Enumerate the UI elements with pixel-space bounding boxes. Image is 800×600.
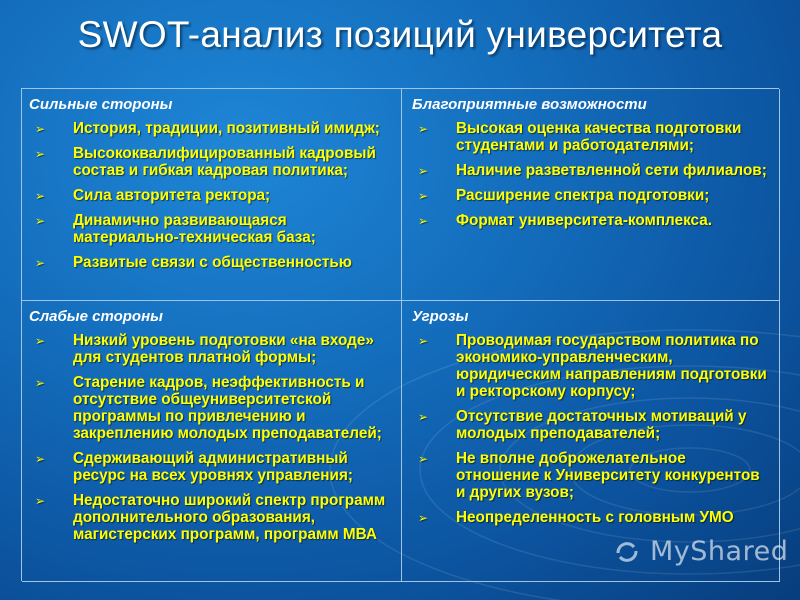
watermark-text: MyShared (650, 536, 789, 567)
arrow-bullet-icon: ➢ (35, 452, 46, 466)
arrow-bullet-icon: ➢ (35, 376, 46, 390)
weaknesses-list (29, 332, 395, 543)
list-item-text: Проводимая государством политика по экономико-управленческим, юридическим направлениям подготовки и ректорскому корпусу; (456, 332, 767, 400)
list-item (412, 332, 773, 400)
list-item-text: Высокая оценка качества подготовки студентами и работодателями; (456, 120, 742, 154)
arrow-bullet-icon: ➢ (35, 214, 46, 228)
arrow-bullet-icon: ➢ (418, 189, 429, 203)
opportunities-heading: Благоприятные возможности (412, 96, 647, 113)
list-item-text: Наличие разветвленной сети филиалов; (456, 162, 767, 179)
list-item (412, 509, 773, 526)
arrow-bullet-icon: ➢ (35, 334, 46, 348)
list-item (29, 254, 395, 271)
list-item-text: Расширение спектра подготовки; (456, 187, 710, 204)
list-item (29, 212, 395, 246)
list-item-text: Формат университета-комплекса. (456, 212, 712, 229)
list-item (412, 408, 773, 442)
arrow-bullet-icon: ➢ (35, 147, 46, 161)
arrow-bullet-icon: ➢ (418, 214, 429, 228)
list-item (29, 492, 395, 543)
list-item-text: Недостаточно широкий спектр программ дополнительного образования, магистерских программ, программ МВА (73, 492, 386, 543)
threats-heading: Угрозы (412, 308, 469, 325)
arrow-bullet-icon: ➢ (418, 511, 429, 525)
list-item (29, 120, 395, 137)
myshared-watermark (612, 536, 788, 567)
strengths-list (29, 120, 395, 271)
opportunities-list (412, 120, 773, 229)
list-item-text: Низкий уровень подготовки «на входе» для студентов платной формы; (73, 332, 374, 366)
list-item (412, 212, 773, 229)
list-item-text: Динамично развивающаяся материально-техническая база; (73, 212, 316, 246)
strengths-cell (22, 89, 402, 301)
list-item-text: Неопределенность с головным УМО (456, 509, 734, 526)
arrow-bullet-icon: ➢ (418, 334, 429, 348)
list-item-text: Не вполне доброжелательное отношение к Университету конкурентов и других вузов; (456, 450, 760, 501)
strengths-heading: Сильные стороны (29, 96, 173, 113)
list-item (412, 450, 773, 501)
list-item (412, 162, 773, 179)
arrow-bullet-icon: ➢ (35, 122, 46, 136)
arrow-bullet-icon: ➢ (35, 494, 46, 508)
list-item (29, 187, 395, 204)
myshared-logo-icon (612, 537, 642, 567)
weaknesses-cell (22, 301, 402, 582)
arrow-bullet-icon: ➢ (418, 452, 429, 466)
list-item (412, 120, 773, 154)
weaknesses-heading: Слабые стороны (29, 308, 163, 325)
arrow-bullet-icon: ➢ (35, 256, 46, 270)
arrow-bullet-icon: ➢ (418, 410, 429, 424)
list-item (29, 145, 395, 179)
list-item-text: Отсутствие достаточных мотиваций у молодых преподавателей; (456, 408, 747, 442)
list-item-text: Сдерживающий административный ресурс на всех уровнях управления; (73, 450, 353, 484)
list-item (29, 332, 395, 366)
list-item (29, 374, 395, 442)
list-item-text: Старение кадров, неэффективность и отсутствие общеуниверситетской программы по привлечению и закреплению молодых преподавателей; (73, 374, 382, 442)
swot-table (21, 88, 779, 581)
arrow-bullet-icon: ➢ (35, 189, 46, 203)
threats-list (412, 332, 773, 526)
list-item-text: Развитые связи с общественностью (73, 254, 352, 271)
list-item-text: История, традиции, позитивный имидж; (73, 120, 380, 137)
list-item (29, 450, 395, 484)
arrow-bullet-icon: ➢ (418, 164, 429, 178)
list-item-text: Высококвалифицированный кадровый состав и гибкая кадровая политика; (73, 145, 376, 179)
page-title: SWOT-анализ позиций университета (77, 14, 723, 55)
arrow-bullet-icon: ➢ (418, 122, 429, 136)
opportunities-cell (402, 89, 780, 301)
list-item (412, 187, 773, 204)
list-item-text: Сила авторитета ректора; (73, 187, 271, 204)
